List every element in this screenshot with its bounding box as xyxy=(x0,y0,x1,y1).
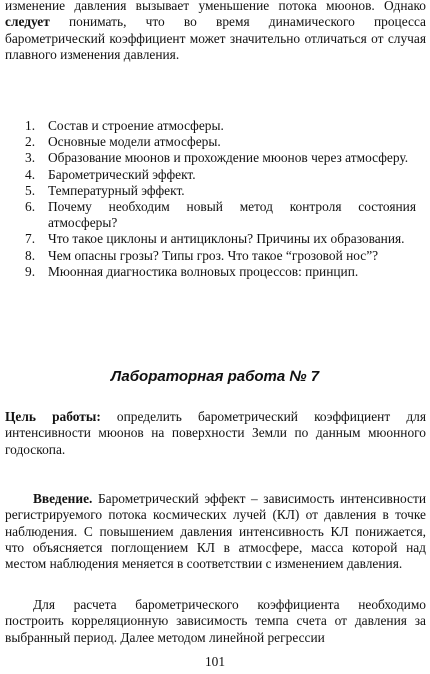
goal-text: определить барометрический коэффициент для интенсивности мюонов на поверхности Земли по данным мюонного годоскопа. xyxy=(5,409,426,457)
question-number: 6. xyxy=(25,199,36,215)
question-number: 5. xyxy=(25,182,36,198)
introduction-label: Введение. xyxy=(33,491,93,506)
question-text: Образование мюонов и прохождение мюонов через атмосферу. xyxy=(48,150,409,166)
question-item xyxy=(25,134,416,150)
question-item xyxy=(25,118,416,134)
question-item xyxy=(25,264,416,280)
goal-paragraph xyxy=(5,409,426,458)
introduction-text: Барометрический эффект – зависимость интенсивности регистрируемого потока космических лучей (КЛ) от давления в точке наблюдения. С повышением давления интенсивность КЛ понижается, что объясняется поглощением КЛ в атмосфере, масса которой над местом наблюдения меняется в соответствии с изменением давления. xyxy=(5,491,426,572)
intro-text-after: понимать, что во время динамического процесса барометрический коэффициент может значительно отличаться от случая плавного изменения давления. xyxy=(5,14,426,62)
question-text: Барометрический эффект. xyxy=(48,166,196,182)
introduction-paragraph xyxy=(5,491,426,572)
question-text: Почему необходим новый метод контроля состояния атмосферы? xyxy=(48,199,416,231)
question-text: Чем опасны грозы? Типы гроз. Что такое “грозовой нос”? xyxy=(48,247,379,263)
question-text: Что такое циклоны и антициклоны? Причины их образования. xyxy=(48,231,405,247)
question-number: 9. xyxy=(25,263,36,279)
question-item xyxy=(25,183,416,199)
intro-paragraph xyxy=(5,0,426,63)
question-text: Мюонная диагностика волновых процессов: принцип. xyxy=(48,263,359,279)
intro-bold-word: следует xyxy=(5,14,50,30)
question-number: 1. xyxy=(25,118,36,133)
page-number: 101 xyxy=(204,654,226,669)
calculation-paragraph: Для расчета барометрического коэффициента необходимо построить корреляционную зависимость темпа счета от давления за выбранный период. Далее методом линейной регрессии xyxy=(5,597,426,645)
lab-title: Лабораторная работа № 7 xyxy=(110,368,320,385)
question-text: Основные модели атмосферы. xyxy=(48,134,221,150)
question-item xyxy=(25,231,416,247)
question-number: 2. xyxy=(25,134,36,150)
question-number: 8. xyxy=(25,247,36,263)
goal-label: Цель работы: xyxy=(5,409,101,424)
question-number: 3. xyxy=(25,150,36,166)
question-item xyxy=(25,199,416,231)
question-number: 4. xyxy=(25,166,36,182)
question-text: Температурный эффект. xyxy=(48,182,185,198)
question-text: Состав и строение атмосферы. xyxy=(48,118,224,133)
question-item xyxy=(25,167,416,183)
question-item xyxy=(25,150,416,166)
question-item xyxy=(25,248,416,264)
intro-text-before: изменение давления вызывает уменьшение потока мюонов. Однако xyxy=(5,0,426,13)
question-number: 7. xyxy=(25,231,36,247)
questions-list xyxy=(25,118,416,280)
